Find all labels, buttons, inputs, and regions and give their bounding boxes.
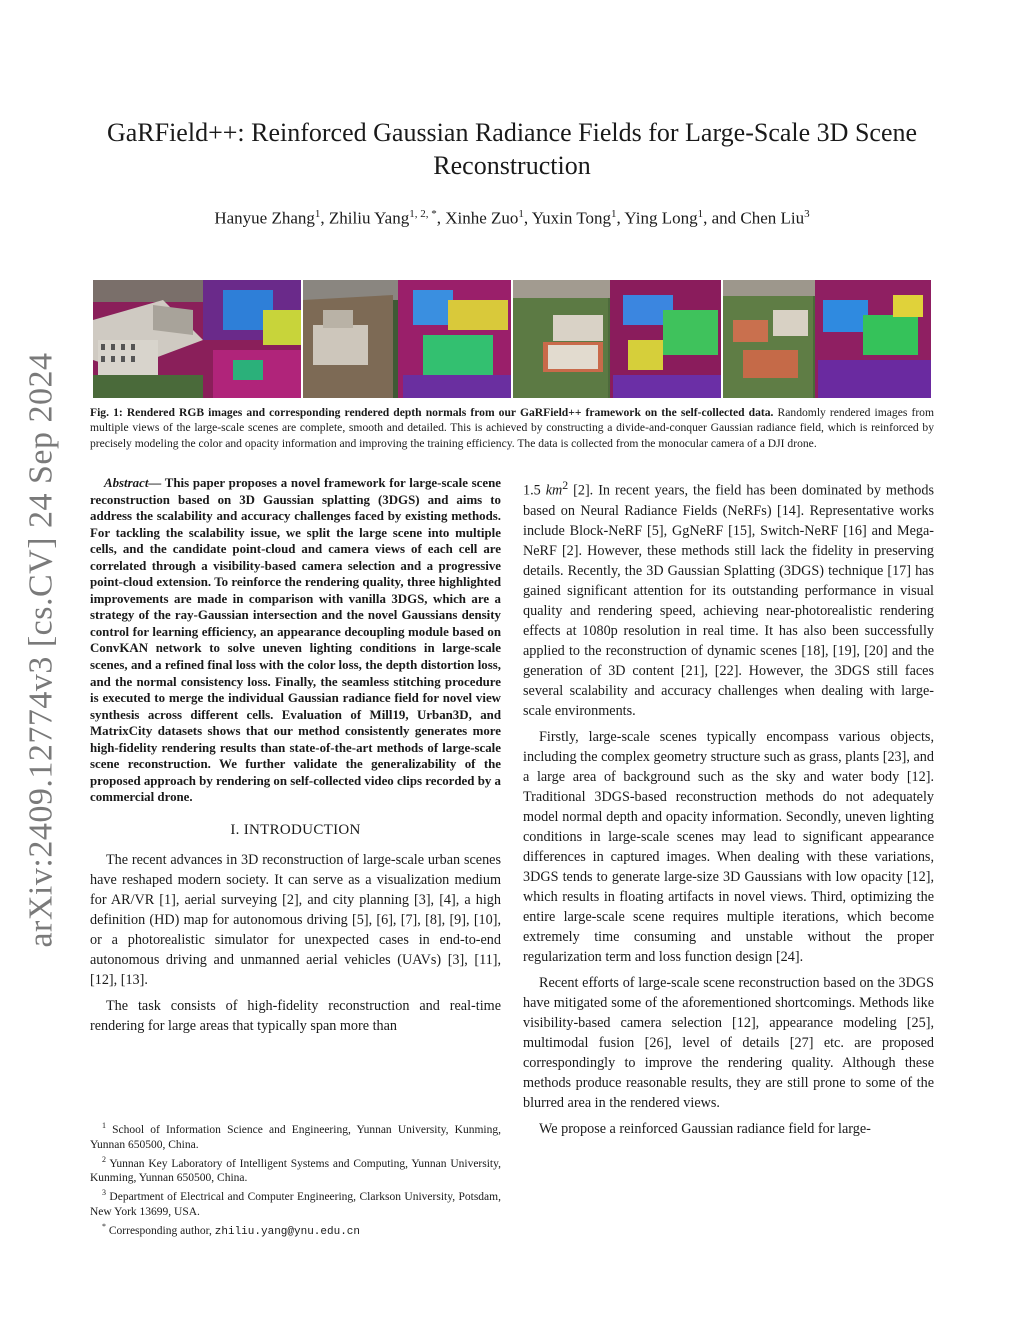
caption-text: Randomly rendered images from multiple views of the large-scale scenes are complete, smooth and detailed. This is achieved by constructing a divide-and-conquer Gaussian radiance field, which is reinforced by precisely modeling the color and opacity information and improving the training efficiency. The data is collected from the monocular camera of a DJI drone. [90,406,934,450]
area-unit: km [545,482,563,499]
author-name: Ying Long [624,208,698,228]
paragraph: Firstly, large-scale scenes typically encompass various objects, including the complex geometry structure such as grass, plants [23], and a large area of background such as the sky and water body [12]. Traditional 3DGS-based reconstruction methods do not adequately model normal depth and opacity information. Secondly, uneven lighting conditions in large-scale scenes may lead to significant appearance differences in captured images. When dealing with these variations, 3DGS tends to generate large-size 3D Gaussians with low opacity [12], which results in floating artifacts in novel views. Third, optimizing the entire large-scale scene requires multiple iterations, which become extremely time consuming and unstable without the proper regularization term and loss function design [24]. [523,728,934,965]
author-name: Hanyue Zhang [214,208,315,228]
author-affiliation: 3 [804,208,810,220]
footnote: $^2$ Yunnan Key Laboratory of Intelligent Systems and Computing, Yunnan University, Kunming, Yunnan 650500, China. [90,1154,501,1185]
author-separator: , [523,208,532,228]
section-heading-introduction: I. INTRODUCTION [230,821,361,838]
arxiv-id: arXiv:2409.12774v3 [cs.CV] 24 Sep 2024 [23,352,60,948]
email-link[interactable]: zhiliu.yang@ynu.edu.cn [214,1225,361,1238]
figure-panel-4 [723,280,931,398]
caption-label: Fig. 1: Rendered RGB images and corresponding rendered depth normals from our GaRField++ framework on the self-collected data. [90,406,774,419]
author-affiliation: 1 [314,208,321,220]
figure-panel-1 [93,280,301,398]
author-name: Xinhe Zuo [445,208,519,228]
paragraph-text: [2]. In recent years, the field has been dominated by methods based on Neural Radiance Fields (NeRFs) [14]. Representative works include Block-NeRF [5], GgNeRF [15], Switch-NeRF [16] and Mega-NeRF [2]. However, these methods still lack the fidelity in preserving details. Recently, the 3D Gaussian Splatting (3DGS) technique [17] has gained significant attention for its outstanding performance in visual quality and rendering speed, achieving near-photorealistic rendering effects at 1080p resolution in real time. It has also been successfully applied to the reconstruction of dynamic scenes [18], [19], [20] and the generation of 3D content [21], [22]. However, the 3DGS still faces several scalability and accuracy challenges when dealing with large-scale environments. [523,482,935,719]
figure-panel-2 [303,280,511,398]
paragraph: The task consists of high-fidelity reconstruction and real-time rendering for large areas that typically span more than [90,997,501,1034]
area-exponent: 2 [562,478,569,492]
author-separator: , [436,208,446,228]
author-affiliation: 1 [697,208,704,220]
paragraph: We propose a reinforced Gaussian radiance field for large- [539,1120,871,1137]
corresponding-author-note: * Corresponding author, zhiliu.yang@ynu.edu.cn [102,1221,361,1238]
author-affiliation: 1 [518,208,524,220]
paper-title: GaRField++: Reinforced Gaussian Radiance Fields for Large-Scale 3D Scene Reconstruction [106,118,918,180]
paragraph: Recent efforts of large-scale scene reconstruction based on the 3DGS have mitigated some of the aforementioned shortcomings. Methods like visibility-based camera selection [12], appearance modeling [25], multimodal fusion [26], level of details [27] etc. are proposed correspondingly to improve the rendering quality. Although these methods produce reasonable results, they are still prone to some of the blurred area in the rendered views. [523,974,934,1111]
author-separator: , [616,208,625,228]
author-name: Zhiliu Yang [328,208,410,228]
author-separator: , [320,208,329,228]
author-name: Chen Liu [740,208,805,228]
footnotes [90,1119,501,1240]
paragraph: The recent advances in 3D reconstruction of large-scale urban scenes have reshaped modern society. It can serve as a visualization medium for AR/VR [1], aerial surveying [2], and city planning [3], [4], a high definition (HD) map for autonomous driving [5], [6], [7], [8], [9], [10], or a photorealistic simulator for unexpected cases in end-to-end autonomous driving and unmanned aerial vehicles (UAVs) [3], [11], [12], [13]. [90,851,501,988]
author-separator: , and [703,208,741,228]
author-list [90,208,934,229]
figure-caption [90,405,934,451]
author-name: Yuxin Tong [531,208,612,228]
author-affiliation: 1 [611,208,617,220]
abstract-label: Abstract— [104,476,162,490]
author-affiliation: 1, 2, * [409,208,437,220]
footnote: $^3$ Department of Electrical and Computer Engineering, Clarkson University, Potsdam, New York 13699, USA. [90,1188,501,1219]
abstract-text: This paper proposes a novel framework for large-scale scene reconstruction based on 3D Gaussian splatting (3DGS) and aims to address the scalability and accuracy challenges faced by existing methods. For tackling the scalability issue, we split the large scene into multiple cells, and the candidate point-cloud and camera views of each cell are correlated through a visibility-based camera selection and a progressive point-cloud extension. To reinforce the rendering quality, three highlighted improvements are made in comparison with vanilla 3DGS, which are a strategy of the ray-Gaussian intersection and the novel Gaussians density control for learning efficiency, an appearance decoupling module based on ConvKAN network to solve uneven lighting conditions in large-scale scenes, and a refined final loss with the color loss, the depth distortion loss, and the normal consistency loss. Finally, the seamless stitching procedure is executed to merge the individual Gaussian radiance field for novel view synthesis across different cells. Evaluation of Mill19, Urban3D, and MatrixCity datasets shows that our method consistently generates more high-fidelity rendering results than state-of-the-art methods of large-scale scene reconstruction. We further validate the generalizability of the proposed approach by rendering on self-collected video clips recorded by a commercial drone. [90,476,501,805]
arxiv-stamp [22,352,62,948]
footnote: $^1$ School of Information Science and Engineering, Yunnan University, Kunming, Yunnan 650500, China. [90,1121,501,1151]
paragraph [523,475,934,721]
right-column [523,475,934,1145]
left-column [90,475,501,1042]
area-number: 1.5 [523,482,546,499]
abstract [90,475,501,806]
figure-panel-3 [513,280,721,398]
figure-1 [93,280,931,398]
